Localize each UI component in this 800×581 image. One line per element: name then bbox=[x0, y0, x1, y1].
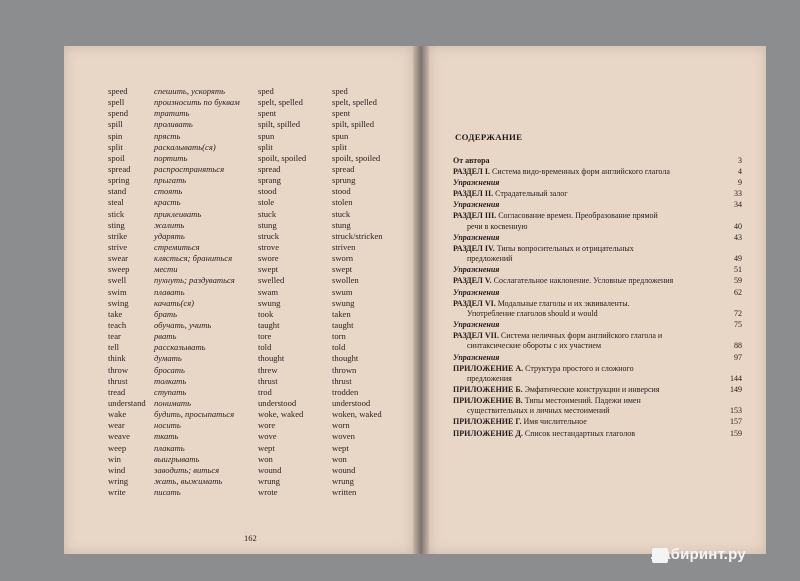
verb-participle: taken bbox=[332, 308, 351, 319]
verb-past: swam bbox=[258, 286, 279, 297]
toc-page-number: 43 bbox=[734, 232, 742, 242]
toc-entry-text: Типы местоимений. Падежи имен bbox=[522, 396, 641, 406]
verb-infinitive: steal bbox=[108, 197, 124, 208]
verb-translation: проливать bbox=[154, 119, 193, 130]
verb-translation: мести bbox=[154, 264, 178, 275]
verb-participle: woven bbox=[332, 431, 355, 442]
toc-entry-text: Согласование времен. Преобразование прямой bbox=[496, 211, 658, 221]
toc-entry-heading: РАЗДЕЛ II. bbox=[453, 189, 494, 199]
verb-infinitive: sting bbox=[108, 219, 125, 230]
toc-page-number: 59 bbox=[734, 276, 742, 286]
verb-past: tore bbox=[258, 331, 272, 342]
toc-entry-text: Эмфатические конструкции и инверсия bbox=[522, 384, 660, 394]
verb-participle: striven bbox=[332, 241, 356, 252]
verb-translation: писать bbox=[154, 487, 181, 498]
verb-infinitive: spill bbox=[108, 119, 123, 130]
verb-translation: будить, просыпаться bbox=[154, 409, 235, 420]
toc-entry-heading: Упражнения bbox=[453, 265, 500, 275]
watermark: Лабиринт.ру bbox=[651, 546, 746, 563]
verb-past: spelt, spelled bbox=[258, 97, 303, 108]
verb-participle: thrown bbox=[332, 364, 357, 375]
toc-entry bbox=[453, 200, 742, 210]
verb-infinitive: speed bbox=[108, 86, 128, 96]
verb-past: swept bbox=[258, 264, 279, 275]
verb-past: stood bbox=[258, 186, 277, 197]
verb-translation: тратить bbox=[154, 108, 190, 119]
verb-infinitive: stand bbox=[108, 186, 127, 197]
verb-past: sprang bbox=[258, 175, 281, 186]
verb-past: taught bbox=[258, 319, 280, 330]
verb-past: stung bbox=[258, 219, 277, 230]
toc-entry bbox=[453, 243, 742, 265]
verb-translation: раскалывать(ся) bbox=[154, 141, 216, 152]
verb-infinitive: weave bbox=[108, 431, 130, 442]
verb-infinitive: strike bbox=[108, 230, 128, 241]
verb-translation: клясться; браниться bbox=[154, 253, 233, 264]
toc-entry-text: Типы вопросительных и отрицательных bbox=[494, 243, 634, 253]
toc-entry-text: Система неличных форм английского глагола и bbox=[498, 331, 663, 341]
toc-entry bbox=[453, 428, 742, 439]
toc-entry-heading: ПРИЛОЖЕНИЕ В. bbox=[453, 396, 523, 406]
toc-entry-text: Страдательный залог bbox=[493, 189, 568, 199]
verb-translation: жалить bbox=[154, 219, 185, 230]
verb-participle: worn bbox=[332, 420, 350, 431]
verb-infinitive: wear bbox=[108, 420, 125, 431]
verb-translation: красть bbox=[154, 197, 181, 208]
verb-participle: wept bbox=[332, 442, 349, 453]
verb-infinitive: understand bbox=[108, 397, 146, 408]
toc-entry bbox=[453, 396, 742, 417]
verb-participle: wrung bbox=[332, 475, 354, 486]
toc-entry-continuation: предложения bbox=[467, 373, 512, 383]
toc-entry-heading: Упражнения bbox=[453, 200, 500, 210]
toc-page-number: 40 bbox=[734, 221, 742, 231]
verb-participle: swollen bbox=[332, 275, 359, 286]
toc-page-number: 33 bbox=[734, 189, 742, 199]
verb-participle: spoilt, spoiled bbox=[332, 152, 381, 163]
verb-past: stuck bbox=[258, 208, 277, 219]
verb-infinitive: spread bbox=[108, 163, 131, 174]
verb-past: understood bbox=[258, 397, 297, 408]
verb-infinitive: swear bbox=[108, 253, 129, 264]
toc-page-number: 144 bbox=[730, 373, 742, 383]
verb-infinitive: wring bbox=[108, 475, 129, 486]
verb-translation: стоять bbox=[154, 186, 183, 197]
verb-translation: понимать bbox=[154, 397, 192, 408]
verb-translation: стремиться bbox=[154, 241, 200, 252]
verb-past: sped bbox=[258, 86, 274, 96]
verb-past: wound bbox=[258, 464, 282, 475]
verb-past: spilt, spilled bbox=[258, 119, 301, 130]
toc-entry-text: Сослагательное наклонение. Условные предложения bbox=[491, 276, 674, 286]
verb-translation: прыгать bbox=[154, 175, 187, 186]
toc-page-number: 51 bbox=[734, 265, 742, 275]
toc-entry bbox=[453, 178, 742, 188]
verb-translation: произносить по буквам bbox=[154, 97, 240, 108]
verb-translation: приклеивать bbox=[154, 208, 202, 219]
verb-translation: качать(ся) bbox=[154, 297, 195, 308]
toc-entry bbox=[453, 352, 742, 363]
verb-past: trod bbox=[258, 386, 272, 397]
verb-infinitive: write bbox=[108, 487, 126, 498]
toc-entry-continuation: Употребление глаголов should и would bbox=[467, 308, 598, 318]
verb-infinitive: stick bbox=[108, 208, 125, 219]
verb-translation: прясть bbox=[154, 130, 181, 141]
toc-entry-continuation: предложений bbox=[467, 254, 513, 264]
table-of-contents bbox=[453, 156, 742, 440]
verb-translation: обучать, учить bbox=[154, 319, 212, 330]
toc-page-number: 72 bbox=[734, 308, 742, 318]
verb-infinitive: wind bbox=[108, 464, 126, 475]
verb-participle: torn bbox=[332, 331, 346, 342]
toc-entry-continuation: синтаксические обороты с их участием bbox=[467, 341, 602, 351]
book-spine bbox=[413, 46, 429, 554]
verb-participle: told bbox=[332, 342, 346, 353]
verb-participle: taught bbox=[332, 319, 354, 330]
toc-entry bbox=[453, 156, 742, 166]
verb-translation: брать bbox=[154, 308, 178, 319]
toc-entry-continuation: существительных и личных местоимений bbox=[467, 406, 610, 416]
verb-infinitive: spring bbox=[108, 175, 130, 186]
toc-entry bbox=[453, 287, 742, 298]
verb-past: spoilt, spoiled bbox=[258, 152, 307, 163]
verb-participle: spread bbox=[332, 163, 355, 174]
verb-translation: портить bbox=[154, 152, 188, 163]
verb-participle: spelt, spelled bbox=[332, 97, 377, 108]
verb-infinitive: weep bbox=[108, 442, 127, 453]
verb-past: spun bbox=[258, 130, 275, 141]
toc-entry-text: Структура простого и сложного bbox=[523, 363, 634, 373]
toc-page-number: 149 bbox=[730, 384, 742, 394]
verb-translation: ударять bbox=[154, 230, 185, 241]
toc-entry-text: Имя числительное bbox=[521, 417, 587, 427]
toc-entry-continuation: речи в косвенную bbox=[467, 221, 528, 231]
verb-translation: ткать bbox=[154, 431, 179, 442]
toc-entry-heading: РАЗДЕЛ V. bbox=[453, 276, 492, 286]
verb-translation: бросать bbox=[154, 364, 185, 375]
verb-infinitive: strive bbox=[108, 241, 128, 252]
verb-infinitive: swing bbox=[108, 297, 129, 308]
toc-entry-heading: Упражнения bbox=[453, 320, 500, 330]
verb-participle: spun bbox=[332, 130, 349, 141]
verb-past: wore bbox=[258, 420, 276, 431]
verb-translation: плакать bbox=[154, 442, 185, 453]
verb-translation: выигрывать bbox=[154, 453, 200, 464]
verb-translation: ступать bbox=[154, 386, 187, 397]
verb-participle: sprung bbox=[332, 175, 356, 186]
left-page bbox=[64, 46, 413, 554]
verb-infinitive: throw bbox=[108, 364, 129, 375]
toc-entry bbox=[453, 211, 742, 232]
verb-participle: thought bbox=[332, 353, 359, 364]
toc-entry-heading: РАЗДЕЛ IV. bbox=[453, 243, 495, 253]
toc-entry bbox=[453, 265, 742, 275]
verb-translation: жать, выжимать bbox=[154, 475, 223, 486]
verb-past: won bbox=[258, 453, 273, 464]
verb-infinitive: spell bbox=[108, 97, 125, 108]
verb-past: wrote bbox=[258, 487, 278, 498]
toc-entry-heading: Упражнения bbox=[453, 178, 500, 188]
toc-entry-heading: От автора bbox=[453, 156, 490, 165]
verb-past: thought bbox=[258, 353, 285, 364]
verb-past: wept bbox=[258, 442, 275, 453]
verb-participle: struck/stricken bbox=[332, 230, 383, 241]
verb-participle: stolen bbox=[332, 197, 353, 208]
toc-page-number: 75 bbox=[734, 320, 742, 330]
toc-entry-heading: РАЗДЕЛ III. bbox=[453, 211, 497, 221]
verb-participle: understood bbox=[332, 397, 371, 408]
toc-entry-text: Список нестандартных глаголов bbox=[522, 428, 636, 438]
verb-participle: woken, waked bbox=[332, 409, 382, 420]
contents-title: СОДЕРЖАНИЕ bbox=[455, 132, 523, 142]
verb-past: spent bbox=[258, 108, 277, 119]
toc-entry-heading: ПРИЛОЖЕНИЕ Г. bbox=[453, 417, 522, 427]
toc-entry-text: Система видо-временных форм английского глагола bbox=[489, 167, 670, 177]
toc-page-number: 159 bbox=[730, 428, 742, 438]
verb-translation: думать bbox=[154, 353, 182, 364]
verb-infinitive: swim bbox=[108, 286, 127, 297]
verb-infinitive: take bbox=[108, 308, 123, 319]
toc-page-number: 97 bbox=[734, 352, 742, 362]
toc-entry-text: Модальные глаголы и их эквиваленты. bbox=[495, 298, 630, 308]
verb-past: thrust bbox=[258, 375, 278, 386]
verb-translation: заводить; виться bbox=[154, 464, 220, 475]
verb-participle: swept bbox=[332, 264, 353, 275]
toc-entry-heading: РАЗДЕЛ VI. bbox=[453, 298, 496, 308]
toc-entry-heading: ПРИЛОЖЕНИЕ Д. bbox=[453, 428, 523, 438]
verb-participle: thrust bbox=[332, 375, 352, 386]
verb-past: threw bbox=[258, 364, 278, 375]
verb-participle: sped bbox=[332, 86, 348, 96]
verb-participle: stuck bbox=[332, 208, 351, 219]
toc-entry bbox=[453, 417, 742, 427]
verb-infinitive: split bbox=[108, 141, 123, 152]
verb-infinitive: tell bbox=[108, 342, 119, 353]
toc-entry bbox=[453, 320, 742, 330]
verb-past: told bbox=[258, 342, 272, 353]
verb-past: struck bbox=[258, 230, 280, 241]
toc-entry-heading: Упражнения bbox=[453, 352, 500, 362]
verb-infinitive: spin bbox=[108, 130, 123, 141]
verb-past: swelled bbox=[258, 275, 285, 286]
toc-page-number: 88 bbox=[734, 341, 742, 351]
verb-participle: trodden bbox=[332, 386, 359, 397]
toc-entry bbox=[453, 384, 742, 395]
toc-entry-heading: РАЗДЕЛ I. bbox=[453, 167, 490, 177]
verb-infinitive: sweep bbox=[108, 264, 130, 275]
toc-page-number: 157 bbox=[730, 417, 742, 427]
toc-entry-heading: РАЗДЕЛ VII. bbox=[453, 331, 499, 341]
toc-entry bbox=[453, 276, 742, 286]
toc-entry-heading: ПРИЛОЖЕНИЕ Б. bbox=[453, 384, 523, 394]
verb-participle: won bbox=[332, 453, 347, 464]
verb-translation: носить bbox=[154, 420, 181, 431]
verb-infinitive: win bbox=[108, 453, 121, 464]
toc-entry-heading: Упражнения bbox=[453, 232, 500, 242]
toc-entry bbox=[453, 331, 742, 352]
verb-participle: swung bbox=[332, 297, 355, 308]
verb-past: woke, waked bbox=[258, 409, 304, 420]
toc-entry-heading: ПРИЛОЖЕНИЕ А. bbox=[453, 363, 524, 373]
verb-infinitive: think bbox=[108, 353, 126, 364]
verb-infinitive: spend bbox=[108, 108, 129, 119]
verb-infinitive: swell bbox=[108, 275, 127, 286]
verb-past: took bbox=[258, 308, 274, 319]
toc-entry bbox=[453, 298, 742, 320]
toc-entry bbox=[453, 232, 742, 243]
verb-participle: wound bbox=[332, 464, 356, 475]
toc-page-number: 9 bbox=[738, 178, 742, 188]
verb-participle: spent bbox=[332, 108, 351, 119]
verb-participle: swum bbox=[332, 286, 353, 297]
verb-past: strove bbox=[258, 241, 280, 252]
verb-infinitive: spoil bbox=[108, 152, 125, 163]
verb-past: split bbox=[258, 141, 273, 152]
toc-entry bbox=[453, 363, 742, 385]
toc-page-number: 49 bbox=[734, 254, 742, 264]
verb-participle: stood bbox=[332, 186, 351, 197]
verb-translation: спешить, ускорять bbox=[154, 86, 226, 96]
verb-infinitive: teach bbox=[108, 319, 127, 330]
verb-infinitive: thrust bbox=[108, 375, 128, 386]
toc-entry-heading: Упражнения bbox=[453, 287, 500, 297]
toc-entry bbox=[453, 189, 742, 199]
toc-page-number: 4 bbox=[738, 167, 742, 177]
verb-participle: spilt, spilled bbox=[332, 119, 375, 130]
verb-translation: пухнуть; раздуваться bbox=[154, 275, 235, 286]
toc-page-number: 62 bbox=[734, 287, 742, 297]
verb-participle: sworn bbox=[332, 253, 354, 264]
verb-participle: split bbox=[332, 141, 347, 152]
verb-past: swung bbox=[258, 297, 281, 308]
verb-infinitive: wake bbox=[108, 409, 127, 420]
verb-translation: плавать bbox=[154, 286, 185, 297]
verb-translation: рвать bbox=[154, 331, 177, 342]
verb-past: swore bbox=[258, 253, 279, 264]
toc-entry bbox=[453, 167, 742, 177]
toc-page-number: 34 bbox=[734, 200, 742, 210]
verb-participle: stung bbox=[332, 219, 351, 230]
verb-infinitive: tread bbox=[108, 386, 126, 397]
toc-page-number: 153 bbox=[730, 406, 742, 416]
toc-page-number: 3 bbox=[738, 156, 742, 165]
verb-past: stole bbox=[258, 197, 275, 208]
verb-translation: толкать bbox=[154, 375, 187, 386]
page-number: 162 bbox=[244, 533, 257, 543]
verb-infinitive: tear bbox=[108, 331, 121, 342]
verb-past: wrung bbox=[258, 475, 280, 486]
verb-past: wove bbox=[258, 431, 277, 442]
verb-translation: рассказывать bbox=[154, 342, 206, 353]
verb-translation: распространяться bbox=[154, 163, 225, 174]
right-page bbox=[429, 46, 766, 554]
verb-past: spread bbox=[258, 163, 281, 174]
verb-participle: written bbox=[332, 487, 357, 498]
